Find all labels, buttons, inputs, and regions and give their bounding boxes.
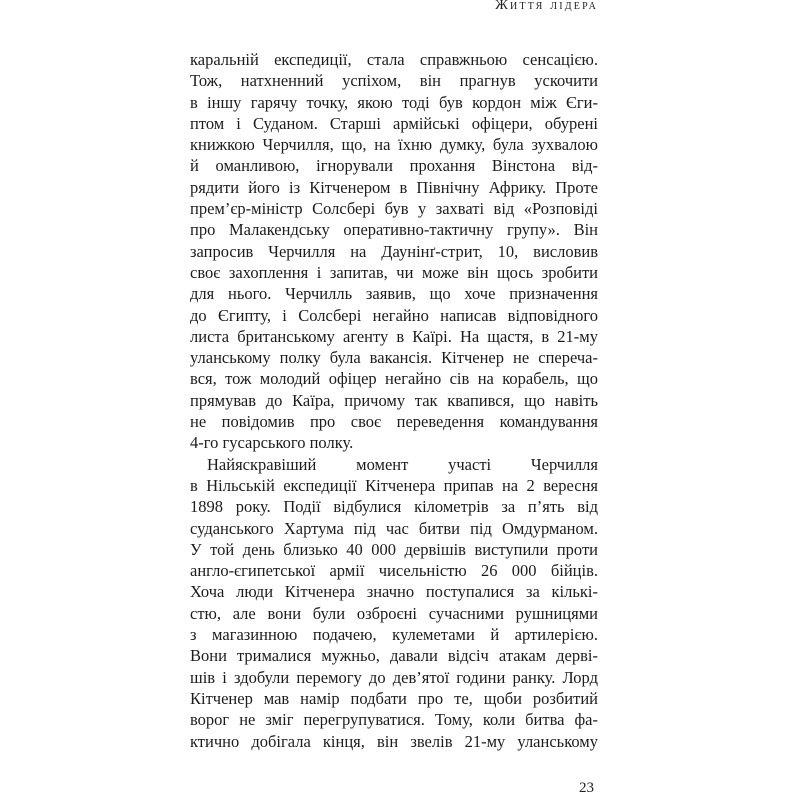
text-line: 4-го гусарського полку. bbox=[190, 433, 354, 453]
page-number: 23 bbox=[579, 780, 594, 796]
text-line: Кітченер мав намір подбати про те, щоби розбитий bbox=[190, 688, 598, 708]
text-line: своє захоплення і запитав, чи може він щось зробити bbox=[190, 262, 598, 282]
text-line: книжкою Черчилля, що, на їхню думку, була зухвалою bbox=[190, 135, 598, 155]
text-line: вся, тож молодий офіцер негайно сів на корабель, що bbox=[190, 369, 598, 389]
text-line: Хоча люди Кітченера значно поступалися за кількі- bbox=[190, 582, 598, 602]
text-line: рядити його із Кітченером в Північну Африку. Проте bbox=[190, 177, 598, 197]
text-line: суданського Хартума під час битви під Омдурманом. bbox=[190, 518, 598, 538]
text-line: стю, але вони були озброєні сучасними рушницями bbox=[190, 603, 598, 623]
text-line: уланському полку була вакансія. Кітченер не спереча- bbox=[190, 348, 598, 368]
text-line: ворог не зміг перегрупуватися. Тому, коли битва фа- bbox=[190, 710, 598, 730]
text-line: Вони трималися мужньо, давали відсіч атакам дерві- bbox=[190, 646, 598, 666]
text-line: Тож, натхненний успіхом, він прагнув ускочити bbox=[190, 71, 598, 91]
text-line: й оманливою, ігнорували прохання Вінстона від- bbox=[190, 156, 598, 176]
text-line: не повідомив про своє переведення командування bbox=[190, 412, 598, 432]
text-line: для нього. Черчилль заявив, що хоче призначення bbox=[190, 284, 598, 304]
text-line: 1898 року. Події відбулися кілометрів за п’ять від bbox=[190, 497, 598, 517]
text-line: Найяскравіший момент участі Черчилля bbox=[207, 454, 598, 474]
text-line: прем’єр-міністр Солсбері був у захваті від «Розповіді bbox=[190, 199, 598, 219]
page-text bbox=[190, 49, 598, 752]
text-line: про Малакендську оперативно-тактичну групу». Він bbox=[190, 220, 598, 240]
text-line: У той день близько 40 000 дервішів виступили проти bbox=[190, 539, 598, 559]
text-line: птом і Суданом. Старші армійські офіцери, обурені bbox=[190, 113, 598, 133]
text-line: листа британському агенту в Каїрі. На щастя, в 21-му bbox=[190, 326, 598, 346]
text-line: шів і здобули перемогу до дев’ятої години ранку. Лорд bbox=[190, 667, 598, 687]
text-line: каральній експедиції, стала справжньою сенсацією. bbox=[190, 50, 598, 69]
text-line: в іншу гарячу точку, якою тоді був кордон між Єги- bbox=[190, 92, 598, 112]
text-line: ктично добігала кінця, він звелів 21-му уланському bbox=[190, 731, 598, 751]
text-line: англо-єгипетської армії чисельністю 26 000 бійців. bbox=[190, 561, 598, 581]
text-line: в Нільській експедиції Кітченера припав на 2 вересня bbox=[190, 475, 598, 495]
text-line: запросив Черчилля на Даунінґ-стрит, 10, висловив bbox=[190, 241, 598, 261]
running-header: Життя лідера bbox=[495, 0, 598, 13]
text-line: до Єгипту, і Солсбері негайно написав відповідного bbox=[190, 305, 598, 325]
text-line: з магазинною подачею, кулеметами й артилерією. bbox=[190, 625, 598, 645]
text-line: прямував до Каїра, причому так квапився, що навіть bbox=[190, 390, 598, 410]
